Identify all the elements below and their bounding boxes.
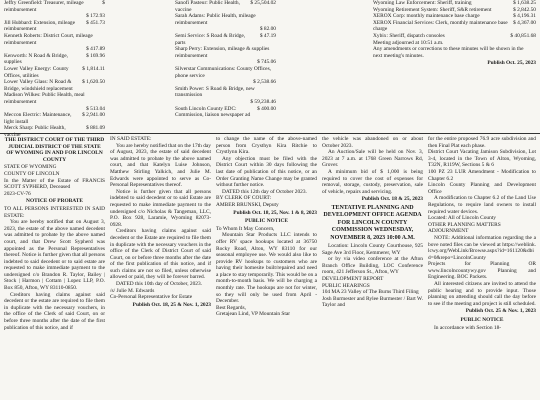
payment-description: Silverstar Communications: County Offices, phone service xyxy=(175,65,272,79)
notice-paragraph: In accordance with Section 18- xyxy=(434,324,502,331)
payment-description: Semi Service: S Road & Bridge, parts xyxy=(175,32,246,46)
payment-entry xyxy=(4,66,105,79)
top-column-1 xyxy=(4,0,105,138)
payment-entry xyxy=(175,79,276,86)
payment-entry xyxy=(175,86,276,99)
payment-amount: $ 172.93 xyxy=(86,13,105,20)
notice-paragraph: Projects for Planning OR www.lincolncountywy.gov Planning and Engineering. BOC Packets. xyxy=(428,261,536,281)
notice-paragraph: or by via video conference at the Afton Branch Office Building, LOC Conference room, 421 Jefferson St., Afton, WY xyxy=(322,256,423,276)
notice-line: To Whom It May Concern, xyxy=(216,225,275,232)
payment-amount: $ 47.19 xyxy=(259,32,276,39)
notice-paragraph: A modification to Chapter 6.2 of the Land Use Regulations, to require land owners to install required water devices. xyxy=(428,195,536,215)
payment-amount xyxy=(533,46,536,59)
payment-description: Sharp Perry: Extension, mileage & supplies reimbursement xyxy=(175,46,270,59)
notice-paragraph: You are hereby notified that on the 17th day of August, 2023, the estate of said decedent was admitted to probate by the above named court, and that Katelyn Luise Johnson, Matthew Stirling Yalkich, and Julie M. Edwards were appointed to serve as Co-Personal Representatives thereof. xyxy=(110,142,211,189)
agenda-item: Lincoln County Planning and Development Office xyxy=(428,182,536,195)
notice-paragraph: You are hereby notified that on August 3, 2023, the estate of the above named decedent was admitted to probate by the above named court, and that Drew Scott Sypherd was appointed as the Personal Representatives thereof. Notice is further given that all persons indebted to said decedent or to said estate are requested to make immediate payment to the undersigned c/o Brandon R. Taylor, Bailey | Stock | Harmon | Cottam | Lopez LLP, P.O. Box 850, Afton, WY 83110-0850. xyxy=(4,219,105,292)
payment-entry xyxy=(4,46,105,53)
payment-entry xyxy=(4,0,105,13)
payment-description: South Lincoln County EDC: Commission, liaison newspaper ad xyxy=(175,105,251,119)
signature-line: /s/ Julie M. Edwards xyxy=(110,287,155,294)
agenda-item: 104 MA 23 Valley of The Burns Third Filing xyxy=(322,289,419,296)
payment-description: Madison Wilkes: Public Health, meal reimbursement xyxy=(4,92,85,105)
payment-amount: $ 1,638.25 xyxy=(513,0,536,6)
agenda-item: Josh Burmester and Rylee Burmester / Bart W. Taylor and xyxy=(322,295,423,309)
payment-amount xyxy=(273,46,276,59)
signature-title: Co-Personal Representative for Estate xyxy=(110,294,193,301)
payment-amount: $ 25,504.02 xyxy=(250,0,276,6)
payment-description: XEROX Corp: monthly maintenance base charge xyxy=(373,13,480,20)
payment-description: Sanofi Pasteur: Public Health, vaccine xyxy=(175,0,240,13)
notice-name-change xyxy=(216,136,317,400)
payment-amount xyxy=(273,66,276,79)
payment-entry xyxy=(373,0,536,7)
clerk-name: AMBER BRUNSKI, Deputy xyxy=(216,201,279,208)
payment-amount: $ 2,538.66 xyxy=(253,79,276,86)
notice-line: Best Regards, xyxy=(216,304,246,311)
court-heading: THE DISTRICT COURT OF THE THIRD JUDICIAL DISTRICT OF THE STATE OF WYOMING IN AND FOR LINCOLN COUNTY xyxy=(4,137,105,163)
notice-line: IN SAID ESTATE: xyxy=(110,136,152,142)
payment-entry xyxy=(175,46,276,59)
payment-description: Wyoming Retirement System: Sheriff, S&R retirement xyxy=(373,6,492,13)
notice-date: DATED this 10th day of October, 2023. xyxy=(116,281,203,288)
payment-entry xyxy=(175,0,276,13)
case-number: 2023-CV-76 xyxy=(4,190,31,197)
notice-estate-edwards xyxy=(110,136,211,400)
payment-entry xyxy=(373,40,536,47)
payment-description: Kenneth Roberts: District Court, mileage reimbursement xyxy=(4,32,93,46)
payment-entry xyxy=(175,59,276,66)
clerk-line: BY CLERK OF COURT: xyxy=(216,195,272,202)
top-column-2 xyxy=(175,0,276,133)
payment-description: Jill Hubbard: Extension, mileage reimbursement xyxy=(4,19,75,33)
notice-line: In the Matter of the Estate of FRANCIS SCOTT SYPHERD, Deceased xyxy=(4,177,105,191)
payment-amount xyxy=(533,40,536,47)
agenda-section: PUBLIC HEARINGS xyxy=(322,282,370,289)
notice-line: Gretajean Lind, VP Mountain Star xyxy=(216,311,291,318)
payment-amount: $ 59,238.46 xyxy=(250,98,276,105)
notice-paragraph: A minimum bid of $ 1,000 is being required to cover the cost of expenses for removal, storage, custody, preservation, sale of vehicle, repairs and servicing. xyxy=(322,168,423,195)
publish-line: Publish Oct. 25, 2023 xyxy=(487,60,536,67)
agenda-item: District Court Vacating Jamison Subdivision, Lot 3-4, located in the Town of Alton, Wyoming, T32N, R119W, Sections 5 & 6 xyxy=(428,149,536,169)
payment-description: Smith Power: S Road & Bridge, new transmission xyxy=(175,85,255,99)
notice-paragraph: Creditors having claims against said decedent or the Estate are required to file them in duplicate with the necessary vouchers in the office of the Clerk of District Court of said Court, on or before three months after the date of the first publication of this notice, and if such claims are not so filed, unless otherwise allowed or paid, they will be forever barred. xyxy=(110,228,211,281)
agenda-item: 100 PZ 23 LUR Amendment - Modification to Chapter 6.2 xyxy=(428,168,536,182)
notice-line: TO ALL PERSONS INTERESTED IN SAID ESTATE: xyxy=(4,205,105,219)
payment-entry xyxy=(373,7,536,14)
notice-agenda-continued xyxy=(428,136,536,400)
payment-description: Sarah Adams: Public Health, mileage reimbursement xyxy=(175,13,256,26)
payment-amount: $ 513.04 xyxy=(86,105,105,112)
payment-amount: $ 169.96 xyxy=(86,52,105,59)
payment-entry xyxy=(373,13,536,20)
notice-paragraph: Notice is further given that all persons indebted to said decedent or to said Estate are requested to make immediate payment to the undersigned c/o Nicholas & Tangeman, LLC, P.O. Box 928, Laramie, Wyoming 82073-0928. xyxy=(110,188,211,228)
payment-amount: $ 745.06 xyxy=(257,59,276,66)
payment-entry xyxy=(4,112,105,125)
payment-entry xyxy=(4,53,105,66)
payment-amount: $ 2,941.00 xyxy=(82,112,105,119)
payment-amount: $ 4,196.31 xyxy=(513,13,536,20)
payment-entry xyxy=(4,13,105,20)
payment-description: Meccon Electric: Maintenance, light install xyxy=(4,112,72,125)
notice-paragraph: All interested citizens are invited to attend the public hearing and to provide input. Those planning on attending should call the day before to see if the meeting and project is still scheduled. xyxy=(428,281,536,307)
notice-paragraph: An Auction/Sale will be held on Nov. 3, 2023 at 7 a.m. at 1768 Green Narrows Rd, Grover. xyxy=(322,149,423,169)
notice-paragraph: the vehicle was abandoned on or about October 2023. xyxy=(322,136,423,149)
notice-paragraph: Location: Lincoln County Courthouse, 925 Sage Ave 3rd Floor, Kemmerer, WY xyxy=(322,242,423,256)
payment-entry xyxy=(4,92,105,105)
notice-line: COUNTY OF LINCOLN xyxy=(4,170,60,177)
notice-probate-sypherd xyxy=(4,136,105,400)
payment-amount: $ 451.73 xyxy=(86,19,105,26)
payment-description: XEROX Financial Services: Clerk, monthly maintenance base charge xyxy=(373,19,508,33)
payment-amount xyxy=(102,92,105,105)
notice-title: PUBLIC NOTICE xyxy=(460,317,504,324)
payment-amount: $ 82.00 xyxy=(259,26,276,33)
payment-entry xyxy=(175,106,276,119)
payment-entry xyxy=(175,66,276,79)
payment-entry xyxy=(4,79,105,92)
payment-description: Jeffry Greenfield: Treasurer, mileage reimbursement xyxy=(4,0,84,13)
payment-amount: $ 881.09 xyxy=(86,125,105,132)
payment-entry xyxy=(4,33,105,46)
payment-entry xyxy=(373,20,536,33)
payment-description: Wyoming Law Enforcement: Sheriff, training xyxy=(373,0,472,6)
payment-amount: $ 4,367.00 xyxy=(513,19,536,26)
notice-title: PUBLIC NOTICE xyxy=(245,218,288,225)
payment-amount: $ 1,620.50 xyxy=(82,79,105,86)
payment-description: Lower Valley Energy: County Offices, utilities xyxy=(4,65,69,79)
notice-line: STATE OF WYOMING xyxy=(4,164,57,171)
payment-entry xyxy=(4,20,105,33)
publish-line: Publish Oct. 25 & Nov. 1, 2023 xyxy=(465,308,536,315)
payment-entry xyxy=(175,99,276,106)
agenda-section: ADJOURNMENT xyxy=(428,228,469,235)
notice-paragraph: to change the name of the above-named person from Crysthyn Kira Ritchie to Crystlynn Kira. xyxy=(216,136,317,156)
notice-paragraph: Mountain Star Products LLC intends to offer RV space hookups located at 36750 Rocky Road, Alton, WY 83110 for our seasonal employee use. We would also like to provide RV hookups to customers who are having their homesite built/repaired and need a place to stay temporarily. This would be on a month-to-month basis. We will be charging a monthly rate. The hookups are not for winter, so they will only be used from April - December. xyxy=(216,232,317,305)
payment-entry xyxy=(175,13,276,26)
payment-entry xyxy=(373,46,536,59)
payment-description: Meeting adjourned at 10:51 a.m. xyxy=(373,39,444,46)
notice-date: DATED this 12th day of October 2023. xyxy=(222,188,307,195)
notice-line: Located: All of Lincoln County xyxy=(428,215,496,222)
payment-entry xyxy=(175,26,276,33)
agenda-section: DEVELOPMENT REPORT xyxy=(322,275,384,282)
payment-amount: $ 40,851.68 xyxy=(510,32,536,39)
agenda-section: OTHER PLANNING MATTERS xyxy=(428,221,501,228)
payment-amount xyxy=(273,86,276,99)
publish-line: Publish Oct. 18 & 25, 2023 xyxy=(361,196,423,203)
publish-line: Publish Oct. 18, 25, Nov. 1 & 8, 2023 xyxy=(233,209,317,216)
payment-amount: $ xyxy=(102,0,105,6)
top-column-3 xyxy=(373,0,536,133)
payment-amount: $ 400.00 xyxy=(257,105,276,112)
agenda-title: TENTATIVE PLANNING AND DEVELOPMENT OFFICE AGENDA FOR LINCOLN COUNTY COMMISSION WEDNESDAY, NOVEMBER 8, 2023 10:00 A.M. xyxy=(323,204,422,241)
payment-amount: $ 1,814.11 xyxy=(82,65,105,72)
payment-amount: $ 2,842.50 xyxy=(513,6,536,13)
notice-vehicle-and-agenda xyxy=(322,136,423,400)
notice-paragraph: Creditors having claims against said decedent or the estate are required to file them in duplicate with the necessary vouchers, in the office of the Clerk of said Court, on or before three months after the date of the first publication of this notice, and if xyxy=(4,291,105,331)
payment-description: Lower Valley Glass: N Road & Bridge, windshield replacement xyxy=(4,79,73,92)
payment-entry xyxy=(373,33,536,40)
notice-title: NOTICE OF PROBATE xyxy=(26,198,83,205)
notice-paragraph: for the entire proposed 76.9 acre subdivision and then Final Plat each phase. xyxy=(428,136,536,149)
payment-amount: $ 417.89 xyxy=(86,46,105,53)
payment-description: Merck Sharp: Public Health, vaccine xyxy=(4,125,66,138)
payment-amount xyxy=(273,13,276,26)
payment-entry xyxy=(175,33,276,46)
payment-description: Any amendments or corrections to these minutes will be shown in the next meeting's minutes. xyxy=(373,46,524,59)
publish-line: Publish Oct. 18, 25 & Nov. 1, 2023 xyxy=(132,301,211,308)
payment-description: Xybix: Sheriff, dispatch consoles xyxy=(373,32,445,39)
payment-amount xyxy=(102,33,105,46)
payment-description: Kenworth: N Road & Bridge, supplies xyxy=(4,52,68,66)
notice-paragraph: NOTE: Additional information regarding the above noted files can be viewed at https://weblink.lcwy.org/WebLink/Browse.aspx?id=161120&dbid=0&repo=LincolnCounty xyxy=(428,234,536,261)
notice-paragraph: Any objection must be filed with the District Court within 30 days following the last date of publication of this notice, or an Order Granting Name Change may be granted without further notice. xyxy=(216,155,317,189)
